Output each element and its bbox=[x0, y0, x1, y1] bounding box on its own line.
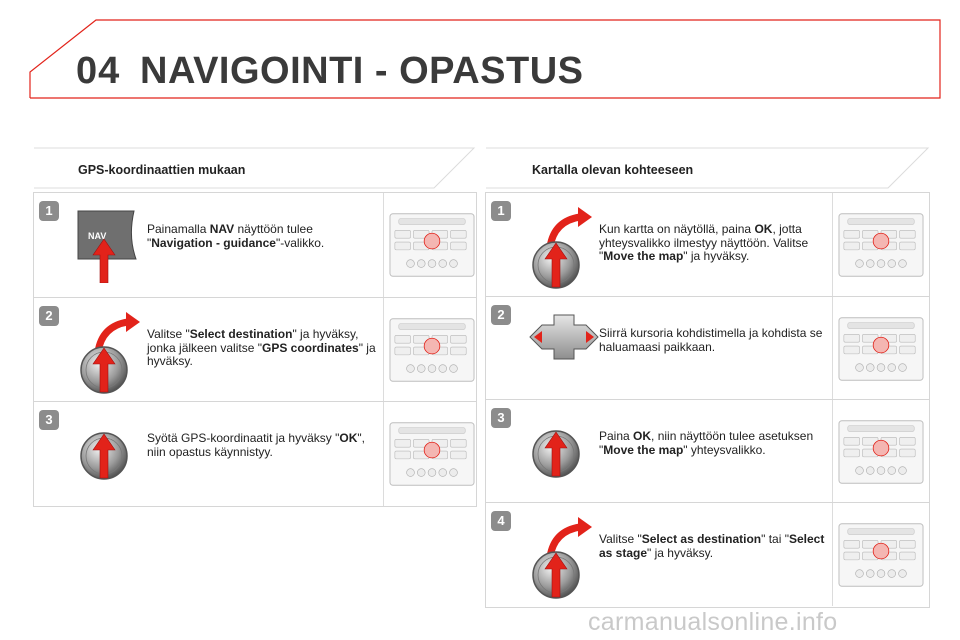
step-number-badge: 1 bbox=[39, 201, 59, 221]
description-text: " tai " bbox=[761, 532, 789, 546]
thumbnail-divider bbox=[383, 298, 384, 402]
right-steps-panel bbox=[485, 192, 930, 608]
control-panel-thumbnail bbox=[838, 316, 924, 387]
step-number-badge: 1 bbox=[491, 201, 511, 221]
description-text: , jotta yhteysvalikko ilmestyy näyttöön. Valitse " bbox=[599, 222, 809, 263]
rotary-knob-turn-icon bbox=[74, 312, 144, 399]
step-description bbox=[599, 533, 831, 560]
step-description bbox=[147, 432, 379, 459]
step-row bbox=[34, 401, 476, 506]
description-text: " yhteysvalikko. bbox=[683, 442, 766, 457]
description-text: ", niin opastus käynnistyy. bbox=[147, 431, 365, 459]
rotary-knob-turn-icon bbox=[526, 207, 596, 294]
page-title: NAVIGOINTI - OPASTUS bbox=[140, 50, 584, 92]
description-text: " ja hyväksy. bbox=[147, 340, 376, 368]
control-panel-thumbnail bbox=[389, 421, 475, 492]
thumbnail-divider bbox=[383, 193, 384, 297]
chapter-number: 04 bbox=[76, 50, 121, 92]
emphasized-term: Move the map bbox=[603, 249, 684, 263]
rotary-knob-press-icon bbox=[74, 416, 144, 487]
control-panel-thumbnail bbox=[389, 212, 475, 283]
control-panel-thumbnail bbox=[838, 212, 924, 283]
description-text: Syötä GPS-koordinaatit ja hyväksy " bbox=[147, 431, 340, 445]
emphasized-term: Navigation - guidance bbox=[151, 235, 276, 250]
thumbnail-divider bbox=[832, 503, 833, 606]
emphasized-term: Select as destination bbox=[641, 532, 762, 546]
step-number-badge: 2 bbox=[491, 305, 511, 325]
step-number-badge: 3 bbox=[491, 408, 511, 428]
description-text: Paina bbox=[599, 429, 634, 443]
emphasized-term: OK bbox=[754, 222, 773, 236]
left-steps-panel bbox=[33, 192, 477, 507]
right-section-heading: Kartalla olevan kohteeseen bbox=[532, 163, 694, 177]
step-description bbox=[599, 223, 831, 264]
description-text: , niin näyttöön tulee asetuksen " bbox=[599, 429, 814, 457]
description-text: " ja hyväksy, jonka jälkeen valitse " bbox=[147, 327, 359, 355]
step-number-badge: 3 bbox=[39, 410, 59, 430]
emphasized-term: GPS coordinates bbox=[262, 340, 359, 355]
emphasized-term: OK bbox=[339, 431, 358, 445]
control-panel-thumbnail bbox=[838, 419, 924, 490]
emphasized-term: Move the map bbox=[603, 442, 684, 457]
step-number-badge: 2 bbox=[39, 306, 59, 326]
description-text: Kun kartta on näytöllä, paina bbox=[599, 222, 755, 236]
rotary-knob-press-icon bbox=[526, 414, 596, 485]
description-text: Painamalla bbox=[147, 222, 210, 236]
thumbnail-divider bbox=[832, 400, 833, 503]
step-row bbox=[34, 297, 476, 402]
emphasized-term: OK bbox=[633, 429, 652, 443]
svg-text:NAV: NAV bbox=[88, 231, 107, 241]
step-row bbox=[486, 296, 929, 400]
description-text: Siirrä kursoria kohdistimella ja kohdista se haluamaasi paikkaan. bbox=[599, 326, 823, 354]
emphasized-term: Select as stage bbox=[599, 532, 825, 560]
step-description bbox=[147, 223, 379, 250]
control-panel-thumbnail bbox=[389, 317, 475, 388]
description-text: " ja hyväksy. bbox=[683, 249, 750, 263]
thumbnail-divider bbox=[832, 193, 833, 296]
step-row bbox=[486, 502, 929, 606]
description-text: Valitse " bbox=[599, 532, 642, 546]
left-section-heading: GPS-koordinaattien mukaan bbox=[78, 163, 246, 177]
directional-pad-icon bbox=[526, 311, 602, 368]
step-row bbox=[486, 399, 929, 503]
step-description bbox=[147, 328, 379, 369]
control-panel-thumbnail bbox=[838, 522, 924, 593]
step-number-badge: 4 bbox=[491, 511, 511, 531]
rotary-knob-turn-icon bbox=[526, 517, 596, 604]
thumbnail-divider bbox=[383, 402, 384, 506]
emphasized-term: Select destination bbox=[189, 327, 293, 341]
step-description bbox=[599, 327, 831, 354]
thumbnail-divider bbox=[832, 297, 833, 400]
step-description bbox=[599, 430, 831, 457]
step-row bbox=[486, 193, 929, 296]
watermark: carmanualsonline.info bbox=[588, 608, 838, 636]
description-text: Valitse " bbox=[147, 327, 190, 341]
nav-button-press-icon bbox=[74, 207, 144, 288]
description-text: " bbox=[147, 235, 152, 250]
description-text: " ja hyväksy. bbox=[647, 545, 714, 560]
step-row bbox=[34, 193, 476, 297]
emphasized-term: NAV bbox=[209, 222, 235, 236]
description-text: "-valikko. bbox=[275, 235, 325, 250]
description-text: näyttöön tulee bbox=[234, 222, 313, 236]
